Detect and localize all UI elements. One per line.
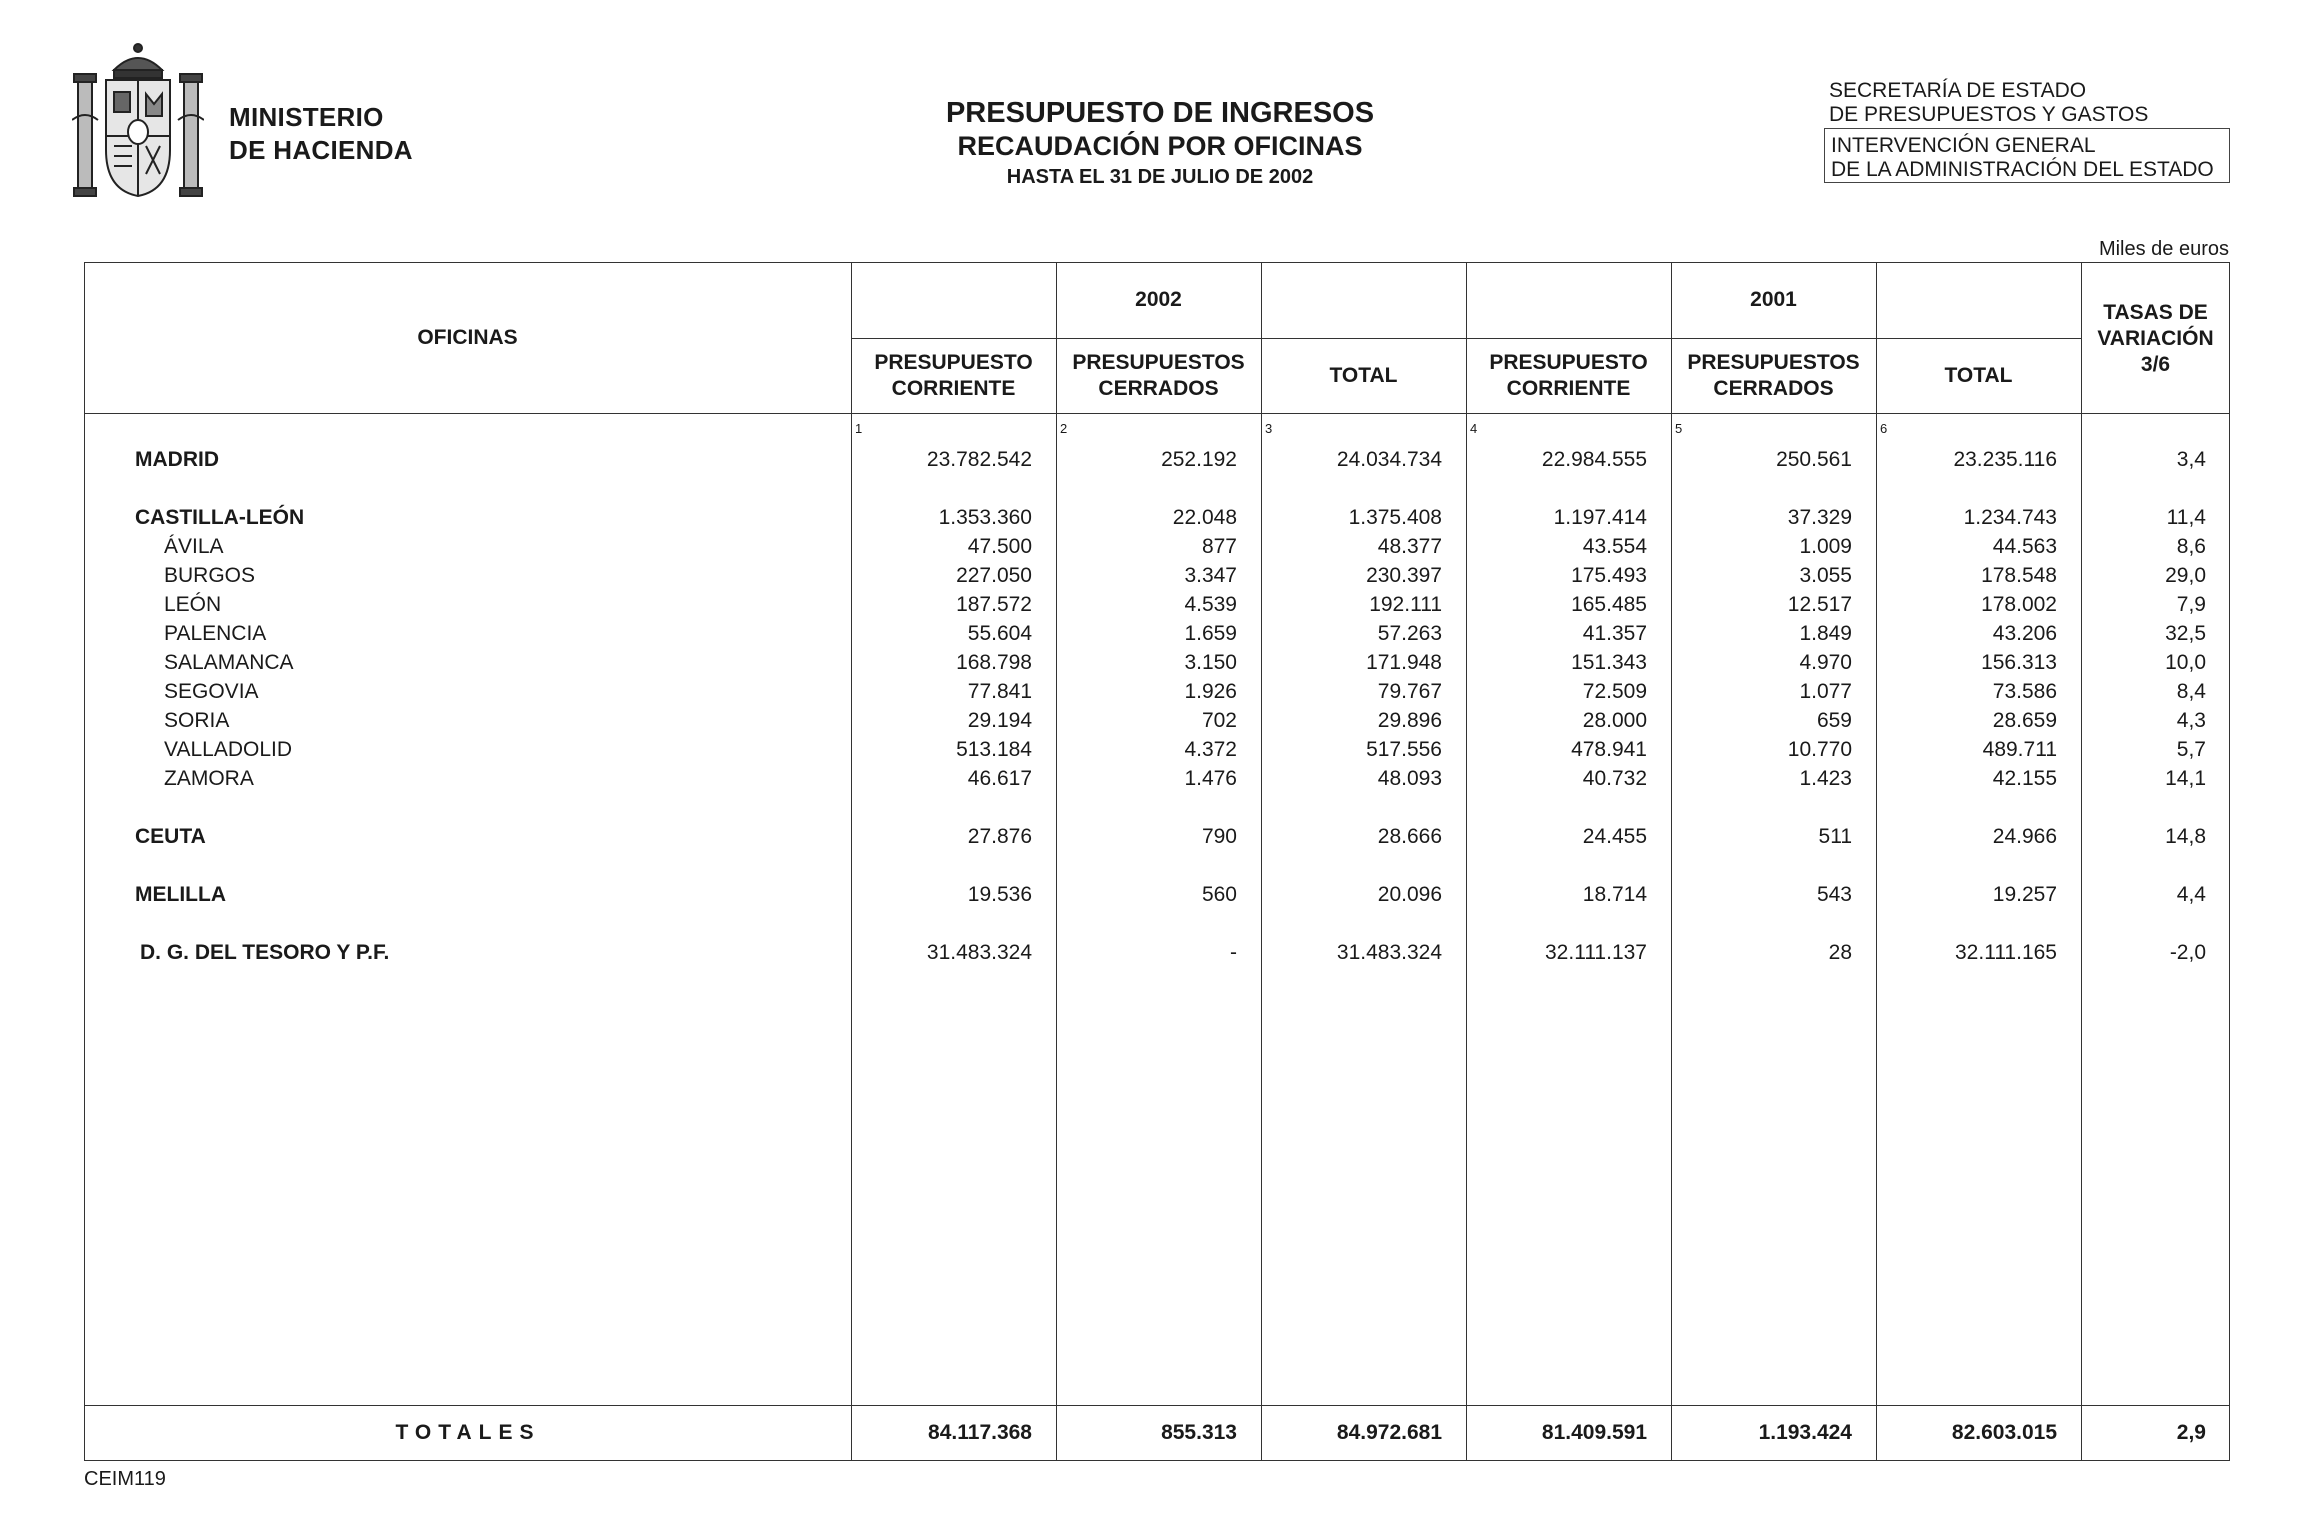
header-tasas-l3: 3/6 [2140,353,2171,376]
column-number: 2 [1060,421,1068,436]
cell-value: 1.353.360 [938,506,1032,529]
cell-value: 19.257 [1992,883,2057,906]
report-titles [880,96,1440,191]
table-row [0,445,2311,474]
header-corriente-2001 [1466,350,1671,402]
office-name: VALLADOLID [164,738,292,761]
column-number: 6 [1880,421,1888,436]
cell-value: 43.206 [1992,622,2057,645]
cell-value: 156.313 [1981,651,2057,674]
office-name: ÁVILA [164,535,224,558]
table-row [0,590,2311,619]
cell-value: 32,5 [2165,622,2206,645]
cell-value: 1.926 [1184,680,1237,703]
table-row [0,938,2311,967]
cell-value: 79.767 [1377,680,1442,703]
cell-value: 1.423 [1799,767,1852,790]
table-row [0,764,2311,793]
cell-value: 165.485 [1571,593,1647,616]
cell-value: 178.002 [1981,593,2057,616]
header-corriente-2002 [851,350,1056,402]
cell-value: - [1230,941,1237,964]
office-name: PALENCIA [164,622,267,645]
header-corriente-l2: CORRIENTE [1506,377,1631,400]
report-code: CEIM119 [84,1468,166,1490]
cell-value: 46.617 [967,767,1032,790]
cell-value: 3.347 [1184,564,1237,587]
cell-value: 41.357 [1582,622,1647,645]
cell-value: 24.455 [1582,825,1647,848]
units-label: Miles de euros [2098,238,2229,260]
cell-value: 702 [1201,709,1237,732]
cell-value: 29.194 [967,709,1032,732]
cell-value: 151.343 [1571,651,1647,674]
grid-line [84,413,2230,414]
cell-value: 1.197.414 [1553,506,1647,529]
cell-value: 32.111.137 [1545,941,1647,964]
cell-value: 14,1 [2165,767,2206,790]
cell-value: 227.050 [956,564,1032,587]
header-tasas-l2: VARIACIÓN [2097,327,2214,350]
table-row [0,706,2311,735]
cell-value: 4,3 [2176,709,2206,732]
cell-value: 23.235.116 [1953,448,2057,471]
table-row [0,677,2311,706]
cell-value: 8,4 [2176,680,2206,703]
cell-value: 3,4 [2176,448,2206,471]
grid-line [851,262,852,1461]
cell-value: 20.096 [1377,883,1442,906]
cell-value: 72.509 [1582,680,1647,703]
cell-value: 1.849 [1799,622,1852,645]
header-corriente-l2: CORRIENTE [891,377,1016,400]
totals-value: 84.117.368 [928,1421,1032,1444]
office-name: MELILLA [135,883,226,906]
cell-value: 48.093 [1377,767,1442,790]
cell-value: 659 [1816,709,1852,732]
header-cerrados-l2: CERRADOS [1713,377,1834,400]
ministry-name [229,101,413,167]
cell-value: 4.539 [1184,593,1237,616]
report-title: PRESUPUESTO DE INGRESOS [945,97,1375,129]
cell-value: 250.561 [1776,448,1852,471]
cell-value: 32.111.165 [1955,941,2057,964]
secretaria-line-1: SECRETARÍA DE ESTADO [1829,79,2087,102]
cell-value: 57.263 [1377,622,1442,645]
grid-line [1876,262,1877,1461]
column-number: 5 [1675,421,1683,436]
header-oficinas: OFICINAS [417,326,518,349]
table-row [0,880,2311,909]
cell-value: 43.554 [1582,535,1647,558]
intervencion-line-2: DE LA ADMINISTRACIÓN DEL ESTADO [1831,158,2214,181]
header-tasas-l1: TASAS DE [2103,301,2208,324]
cell-value: 511 [1818,825,1852,848]
table-frame [84,262,2230,1461]
cell-value: 31.483.324 [926,941,1032,964]
totals-value: 81.409.591 [1541,1421,1647,1444]
cell-value: 790 [1201,825,1237,848]
office-name: MADRID [135,448,219,471]
cell-value: 42.155 [1992,767,2057,790]
grid-line [1466,262,1467,1461]
cell-value: 1.234.743 [1963,506,2057,529]
cell-value: 44.563 [1992,535,2057,558]
header-corriente-l1: PRESUPUESTO [874,351,1033,374]
cell-value: 77.841 [967,680,1032,703]
cell-value: 23.782.542 [926,448,1032,471]
intervencion-box [1824,128,2230,183]
cell-value: 29,0 [2165,564,2206,587]
cell-value: 560 [1201,883,1237,906]
header-cerrados-l1: PRESUPUESTOS [1072,351,1245,374]
cell-value: 18.714 [1582,883,1647,906]
office-name: BURGOS [164,564,256,587]
table-row [0,735,2311,764]
totals-value: 2,9 [2176,1421,2206,1444]
table-row [0,822,2311,851]
table-row [0,532,2311,561]
cell-value: 24.034.734 [1336,448,1442,471]
cell-value: 28 [1828,941,1852,964]
column-number: 1 [855,421,863,436]
grid-line [84,1405,2230,1406]
cell-value: 187.572 [956,593,1032,616]
cell-value: 478.941 [1571,738,1647,761]
header-corriente-l1: PRESUPUESTO [1489,351,1648,374]
cell-value: 28.000 [1582,709,1647,732]
ministry-line-1: MINISTERIO [229,102,384,132]
totals-value: 1.193.424 [1758,1421,1852,1444]
totals-value: 82.603.015 [1951,1421,2057,1444]
table-row [0,503,2311,532]
cell-value: 4,4 [2176,883,2206,906]
office-name: LEÓN [164,593,222,616]
cell-value: 230.397 [1366,564,1442,587]
cell-value: 37.329 [1787,506,1852,529]
totals-row [0,1418,2311,1448]
cell-value: 192.111 [1369,593,1442,616]
cell-value: 252.192 [1161,448,1237,471]
cell-value: 513.184 [956,738,1032,761]
secretaria-label [1829,79,2148,127]
cell-value: 877 [1201,535,1237,558]
cell-value: 1.476 [1184,767,1237,790]
header-cerrados-2001 [1671,350,1876,402]
totals-label: TOTALES [395,1421,541,1444]
header-cerrados-l1: PRESUPUESTOS [1687,351,1860,374]
cell-value: 28.666 [1377,825,1442,848]
cell-value: 178.548 [1981,564,2057,587]
cell-value: 3.150 [1184,651,1237,674]
cell-value: 489.711 [1982,738,2057,761]
cell-value: 12.517 [1787,593,1852,616]
header-total-2001: TOTAL [1944,364,2013,387]
office-name: ZAMORA [164,767,254,790]
cell-value: 10,0 [2165,651,2206,674]
cell-value: 171.948 [1366,651,1442,674]
cell-value: 4.970 [1799,651,1852,674]
coat-of-arms-icon [72,40,204,200]
cell-value: 29.896 [1377,709,1442,732]
header-cerrados-l2: CERRADOS [1098,377,1219,400]
cell-value: 175.493 [1571,564,1647,587]
cell-value: 28.659 [1992,709,2057,732]
header-cerrados-2002 [1056,350,1261,402]
office-name: SORIA [164,709,230,732]
totals-value: 84.972.681 [1336,1421,1442,1444]
cell-value: 10.770 [1787,738,1852,761]
office-name: CASTILLA-LEÓN [135,506,305,529]
header-total-2002: TOTAL [1329,364,1398,387]
report-period: HASTA EL 31 DE JULIO DE 2002 [1006,166,1314,188]
cell-value: -2,0 [2169,941,2206,964]
cell-value: 48.377 [1377,535,1442,558]
cell-value: 47.500 [967,535,1032,558]
grid-line [2081,262,2082,1461]
ministry-line-2: DE HACIENDA [229,135,413,165]
header-tasas [2081,300,2230,378]
table-row [0,619,2311,648]
cell-value: 24.966 [1992,825,2057,848]
totals-value: 855.313 [1161,1421,1237,1444]
grid-line [1056,262,1057,1461]
cell-value: 1.659 [1184,622,1237,645]
cell-value: 11,4 [2166,506,2206,529]
cell-value: 27.876 [967,825,1032,848]
office-name: D. G. DEL TESORO Y P.F. [140,941,390,964]
cell-value: 1.077 [1799,680,1852,703]
cell-value: 19.536 [967,883,1032,906]
office-name: CEUTA [135,825,206,848]
cell-value: 55.604 [967,622,1032,645]
cell-value: 22.984.555 [1541,448,1647,471]
cell-value: 40.732 [1582,767,1647,790]
table-row [0,561,2311,590]
cell-value: 5,7 [2176,738,2206,761]
cell-value: 3.055 [1799,564,1852,587]
cell-value: 168.798 [956,651,1032,674]
grid-line [851,338,2081,339]
column-number: 4 [1470,421,1478,436]
cell-value: 22.048 [1172,506,1237,529]
cell-value: 7,9 [2176,593,2206,616]
grid-line [1671,262,1672,1461]
header-year-2001: 2001 [1750,288,1797,311]
cell-value: 517.556 [1366,738,1442,761]
report-subtitle: RECAUDACIÓN POR OFICINAS [957,131,1363,161]
cell-value: 73.586 [1992,680,2057,703]
table-row [0,648,2311,677]
intervencion-line-1: INTERVENCIÓN GENERAL [1831,134,2096,157]
cell-value: 8,6 [2176,535,2206,558]
office-name: SEGOVIA [164,680,259,703]
cell-value: 31.483.324 [1336,941,1442,964]
secretaria-line-2: DE PRESUPUESTOS Y GASTOS [1829,103,2149,126]
cell-value: 543 [1816,883,1852,906]
cell-value: 4.372 [1184,738,1237,761]
grid-line [1261,262,1262,1461]
cell-value: 14,8 [2165,825,2206,848]
column-number: 3 [1265,421,1273,436]
cell-value: 1.009 [1799,535,1852,558]
office-name: SALAMANCA [164,651,294,674]
header-year-2002: 2002 [1135,288,1182,311]
cell-value: 1.375.408 [1348,506,1442,529]
